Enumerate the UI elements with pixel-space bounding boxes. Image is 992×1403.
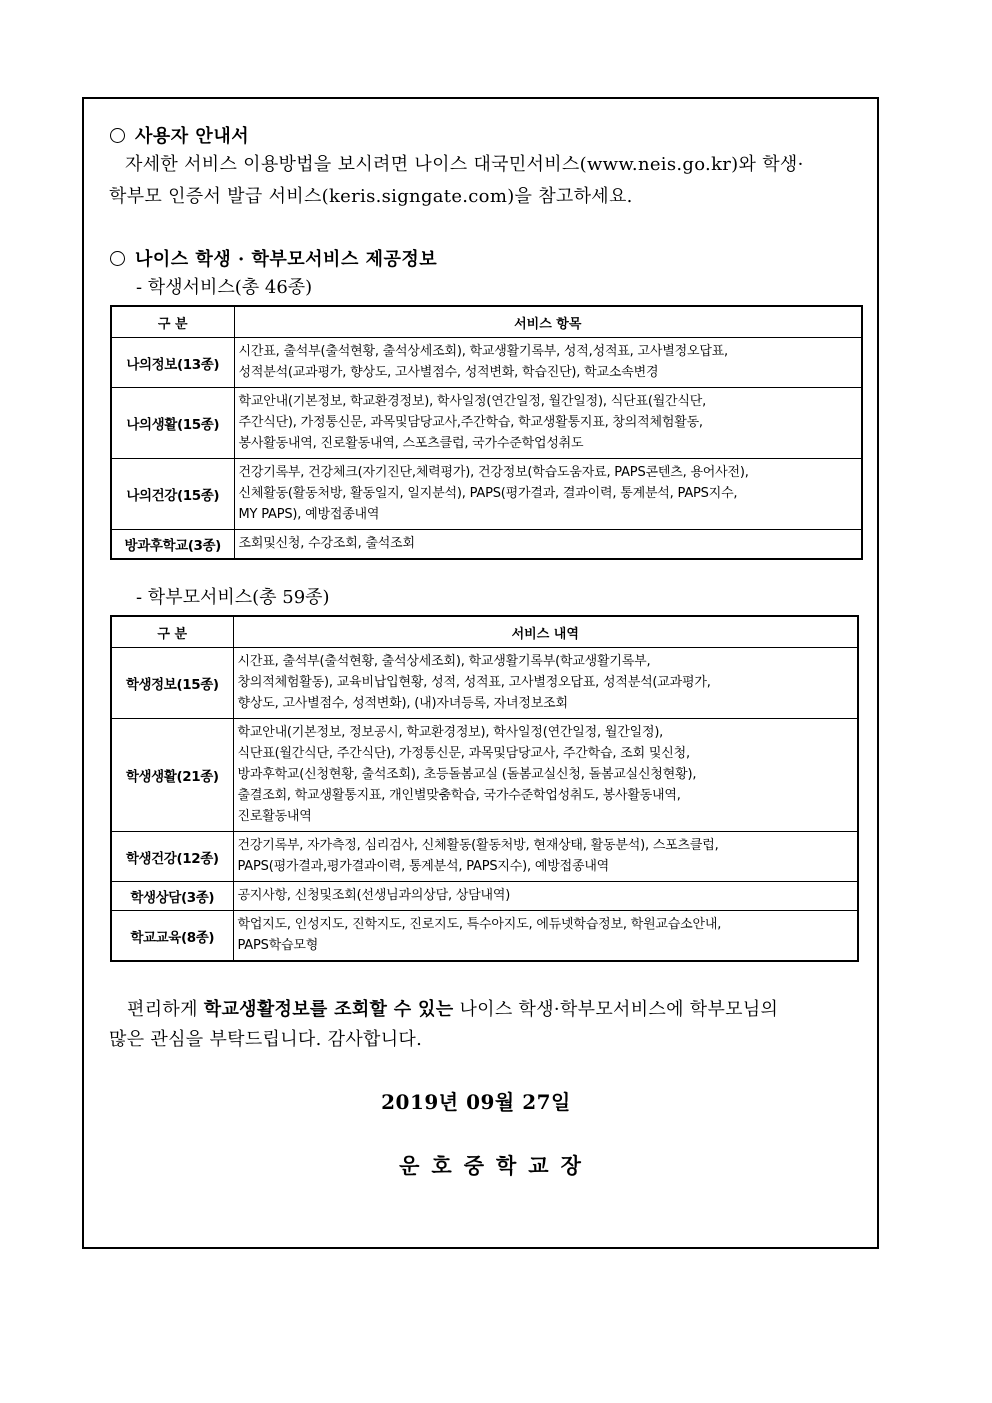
item-line: 향상도, 고사별점수, 성적변화), (내)자녀등록, 자녀정보조회 — [237, 696, 568, 711]
closing-text: 편리하게 — [127, 999, 204, 1020]
row-category: 학생건강(12종) — [111, 832, 233, 882]
table-header-row — [111, 306, 862, 338]
item-line: 시간표, 출석부(출석현황, 출석상세조회), 학교생활기록부(학교생활기록부, — [237, 654, 651, 669]
row-items — [233, 882, 858, 911]
item-line: 학교안내(기본정보, 학교환경정보), 학사일정(연간일정, 월간일정), 식단표(월간식단, — [238, 394, 707, 409]
circle-bullet-icon — [110, 251, 125, 266]
item-line: PAPS(평가결과,평가결과이력, 통계분석, PAPS지수), 예방접종내역 — [237, 859, 610, 874]
section-user-guide-heading — [110, 122, 249, 148]
item-line: 방과후학교(신청현황, 출석조회), 초등돌봄교실 (돌봄교실신청, 돌봄교실신청현황), — [237, 767, 697, 782]
item-line: 주간식단), 가정통신문, 과목및담당교사,주간학습, 학교생활통지표, 창의적체험활동, — [238, 415, 703, 430]
row-items — [233, 911, 858, 962]
row-items — [233, 719, 858, 832]
row-items — [233, 648, 858, 719]
item-line: 성적분석(교과평가, 향상도, 고사별점수, 성적변화, 학습진단), 학교소속변경 — [238, 365, 659, 380]
row-items — [234, 459, 862, 530]
item-line: 식단표(월간식단, 주간식단), 가정통신문, 과목및담당교사, 주간학습, 조회 및신청, — [237, 746, 690, 761]
row-items — [233, 832, 858, 882]
table-row — [111, 832, 858, 882]
table-header-row — [111, 616, 858, 648]
closing-line-2: 많은 관심을 부탁드립니다. 감사합니다. — [109, 1029, 423, 1050]
table-row — [111, 882, 858, 911]
item-line: 조회및신청, 수강조회, 출석조회 — [238, 536, 415, 551]
header-category: 구 분 — [111, 306, 234, 338]
row-category: 학생상담(3종) — [111, 882, 233, 911]
item-line: 학교안내(기본정보, 정보공시, 학교환경정보), 학사일정(연간일정, 월간일정), — [237, 725, 664, 740]
table-row — [111, 719, 858, 832]
item-line: 창의적체험활동), 교육비납입현황, 성적, 성적표, 고사별정오답표, 성적분석(교과평가, — [237, 675, 711, 690]
student-service-subtitle: - 학생서비스(총 46종) — [136, 277, 313, 298]
row-category: 나의생활(15종) — [111, 388, 234, 459]
section-service-info-heading — [110, 245, 437, 271]
parent-service-table — [110, 615, 859, 962]
item-line: 봉사활동내역, 진로활동내역, 스포츠클럽, 국가수준학업성취도 — [238, 436, 584, 451]
row-category: 나의건강(15종) — [111, 459, 234, 530]
closing-emphasis: 학교생활정보를 조회할 수 있는 — [203, 999, 454, 1020]
header-items: 서비스 내역 — [233, 616, 858, 648]
row-items — [234, 388, 862, 459]
parent-service-subtitle: - 학부모서비스(총 59종) — [136, 587, 330, 608]
header-category: 구 분 — [111, 616, 233, 648]
school-principal-signature: 운호중학교장 — [399, 1153, 593, 1178]
circle-bullet-icon — [110, 128, 125, 143]
item-line: 시간표, 출석부(출석현황, 출석상세조회), 학교생활기록부, 성적,성적표, 고사별정오답표, — [238, 344, 728, 359]
table-row — [111, 648, 858, 719]
item-line: 공지사항, 신청및조회(선생님과의상담, 상담내역) — [237, 888, 511, 903]
row-items — [234, 338, 862, 388]
table-row — [111, 338, 862, 388]
student-service-table — [110, 305, 863, 560]
row-category: 방과후학교(3종) — [111, 530, 234, 560]
closing-line-1 — [127, 994, 778, 1025]
item-line: 신체활동(활동처방, 활동일지, 일지분석), PAPS(평가결과, 결과이력, 통계분석, PAPS지수, — [238, 486, 738, 501]
row-category: 학생정보(15종) — [111, 648, 233, 719]
user-guide-line-1: 자세한 서비스 이용방법을 보시려면 나이스 대국민서비스(www.neis.go.kr)와 학생· — [125, 154, 804, 175]
document-date: 2019년 09월 27일 — [381, 1090, 571, 1114]
table-row — [111, 388, 862, 459]
header-items: 서비스 항목 — [234, 306, 862, 338]
table-row — [111, 530, 862, 560]
item-line: 출결조회, 학교생활통지표, 개인별맞춤학습, 국가수준학업성취도, 봉사활동내역, — [237, 788, 681, 803]
section-user-guide-title: 사용자 안내서 — [135, 126, 250, 147]
item-line: 건강기록부, 건강체크(자기진단,체력평가), 건강정보(학습도움자료, PAPS콘텐츠, 용어사전), — [238, 465, 749, 480]
row-category: 나의정보(13종) — [111, 338, 234, 388]
row-category: 학생생활(21종) — [111, 719, 233, 832]
section-service-info-title: 나이스 학생 · 학부모서비스 제공정보 — [135, 249, 438, 270]
item-line: MY PAPS), 예방접종내역 — [238, 507, 380, 522]
row-category: 학교교육(8종) — [111, 911, 233, 962]
item-line: 학업지도, 인성지도, 진학지도, 진로지도, 특수아지도, 에듀넷학습정보, 학원교습소안내, — [237, 917, 722, 932]
user-guide-line-2: 학부모 인증서 발급 서비스(keris.signgate.com)을 참고하세요. — [109, 186, 633, 207]
item-line: 진로활동내역 — [237, 809, 312, 824]
row-items — [234, 530, 862, 560]
closing-text: 나이스 학생·학부모서비스에 학부모님의 — [453, 999, 779, 1020]
item-line: PAPS학습모형 — [237, 938, 319, 953]
item-line: 건강기록부, 자가측정, 심리검사, 신체활동(활동처방, 현재상태, 활동분석), 스포츠클럽, — [237, 838, 719, 853]
table-row — [111, 911, 858, 962]
table-row — [111, 459, 862, 530]
